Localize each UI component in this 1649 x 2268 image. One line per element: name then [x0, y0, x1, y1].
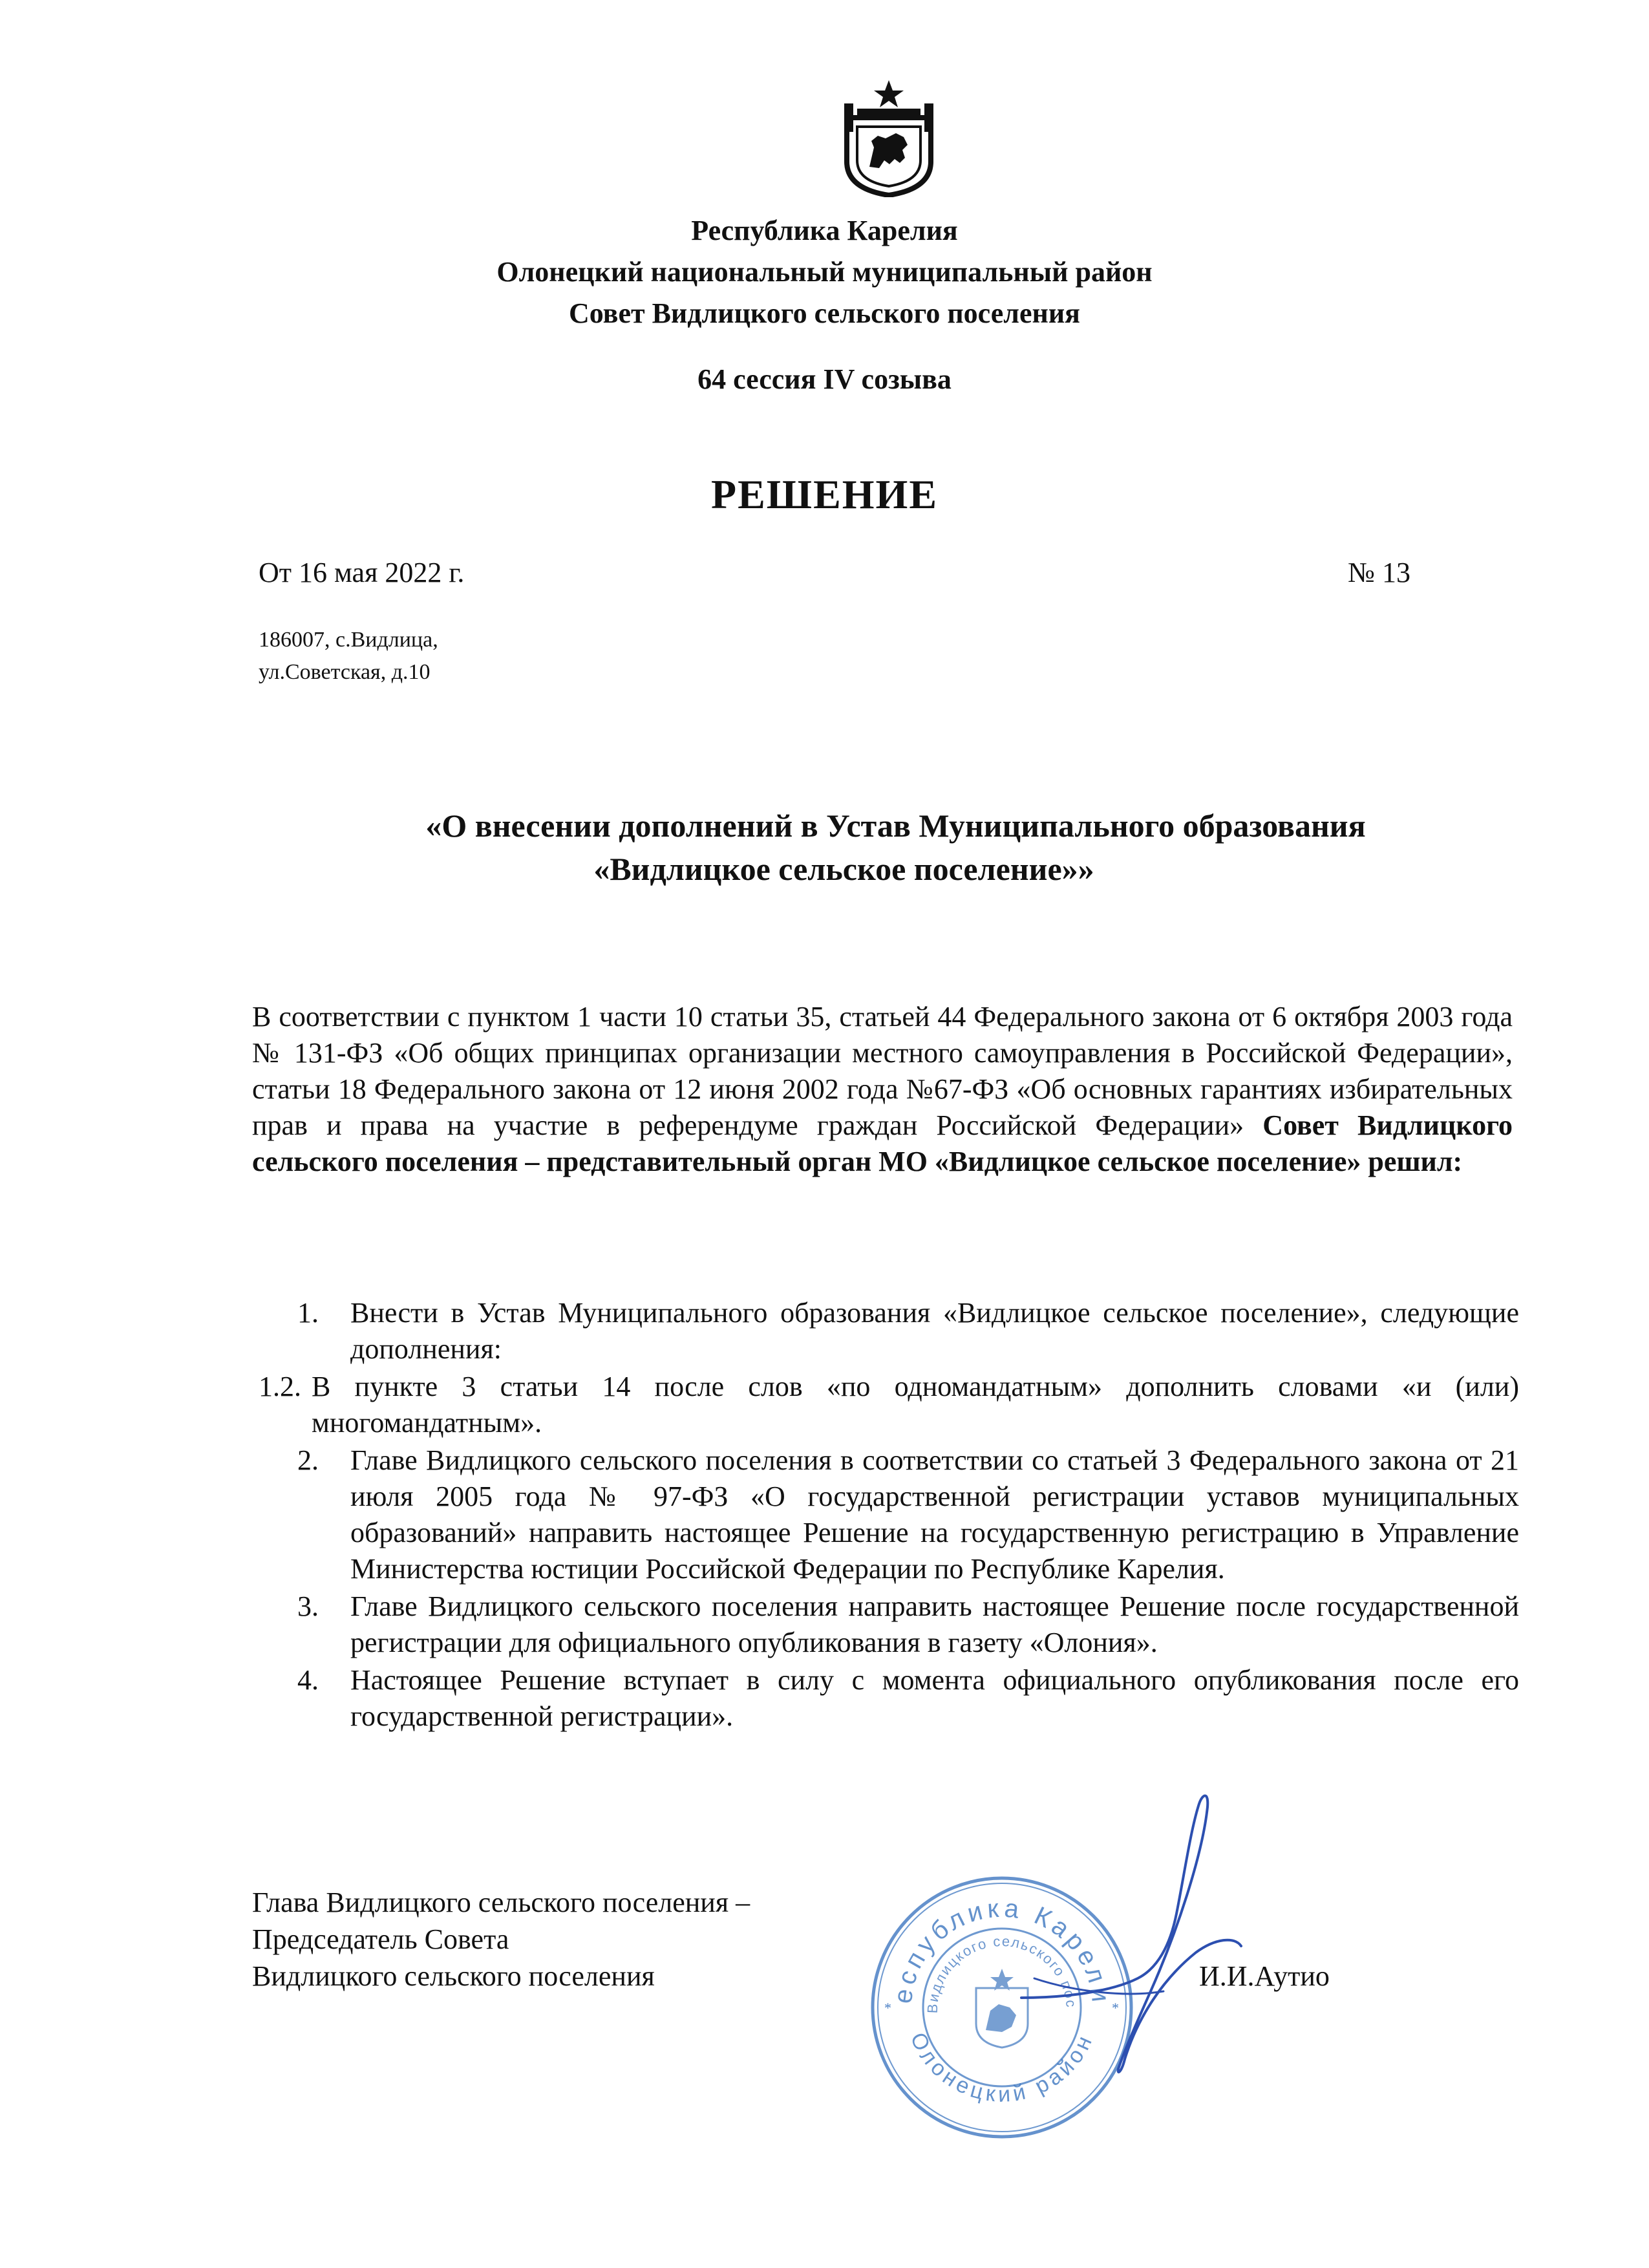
item-text: Внести в Устав Муниципального образования «Видлицкое сельское поселение», следующие дополнения:: [350, 1297, 1519, 1365]
karelia-coat-of-arms-icon: [840, 78, 937, 197]
resolution-title-line-2: «Видлицкое сельское поселение»»: [593, 851, 1094, 887]
list-item: [278, 1589, 1519, 1661]
svg-text:*: *: [884, 2000, 891, 2016]
decision-list: [259, 1295, 1519, 1736]
item-number: 2.: [297, 1444, 319, 1476]
stamp-outer-text: еспублика Карели: [888, 1894, 1116, 2007]
list-item: [278, 1442, 1519, 1587]
signatory-position-line-1: Глава Видлицкого сельского поселения –: [252, 1887, 750, 1918]
document-type: РЕШЕНИЕ: [711, 471, 938, 517]
signatory-position-line-3: Видлицкого сельского поселения: [252, 1960, 655, 1992]
stamp-bottom-text: Олонецкий район: [905, 2028, 1099, 2108]
item-text: Главе Видлицкого сельского поселения в соответствии со статьей 3 Федерального закона от 21 июля 2005 года № 97-ФЗ «О государственной регистрации уставов муниципальных образований» направить настоящее Решение на государственную регистрацию в Управление Министерства юстиции Российской Федерации по Республике Карелия.: [350, 1444, 1519, 1585]
signatory-position-line-2: Председатель Совета: [252, 1923, 509, 1955]
preamble-text: В соответствии с пунктом 1 части 10 статьи 35, статьей 44 Федерального закона от 6 октября 2003 года № 131-ФЗ «Об общих принципах организации местного самоуправления в Российской Федерации», статьи 18 Федерального закона от 12 июня 2002 года №67-ФЗ «Об основных гарантиях избирательных прав и права на участие в референдуме граждан Российской Федерации»: [252, 1001, 1513, 1141]
district-name: Олонецкий национальный муниципальный район: [496, 256, 1153, 288]
item-text: Главе Видлицкого сельского поселения направить настоящее Решение после государственной регистрации для официального опубликования в газету «Олония».: [350, 1590, 1519, 1658]
handwritten-signature: [944, 1784, 1254, 2082]
item-number: 1.: [297, 1297, 319, 1329]
list-item: [278, 1662, 1519, 1735]
document-date: От 16 мая 2022 г.: [259, 557, 465, 588]
republic-name: Республика Карелия: [691, 215, 958, 246]
item-number: 1.2.: [259, 1371, 301, 1402]
svg-text:*: *: [1112, 2000, 1119, 2016]
item-number: 4.: [297, 1664, 319, 1696]
preamble-decision: Совет Видлицкого сельского поселения – представительный орган МО «Видлицкое сельское поселение» решил:: [252, 1109, 1513, 1177]
item-number: 3.: [297, 1590, 319, 1622]
stamp-inner-text: Видлицкого сельского пос: [924, 1932, 1080, 2014]
document-number: № 13: [1348, 557, 1410, 588]
list-item: [278, 1295, 1519, 1367]
preamble: [252, 999, 1513, 1180]
session-label: 64 сессия IV созыва: [697, 363, 952, 395]
item-text: Настоящее Решение вступает в силу с момента официального опубликования после его государственной регистрации».: [350, 1664, 1519, 1732]
list-item: [259, 1369, 1519, 1441]
resolution-title-line-1: «О внесении дополнений в Устав Муниципального образования: [425, 808, 1366, 844]
council-name: Совет Видлицкого сельского поселения: [569, 297, 1080, 329]
signatory-name: И.И.Аутио: [1199, 1960, 1330, 1992]
address-line-1: 186007, с.Видлица,: [259, 628, 438, 652]
address-line-2: ул.Советская, д.10: [259, 660, 431, 684]
item-text: В пункте 3 статьи 14 после слов «по одномандатным» дополнить словами «и (или) многомандатным».: [312, 1371, 1519, 1439]
